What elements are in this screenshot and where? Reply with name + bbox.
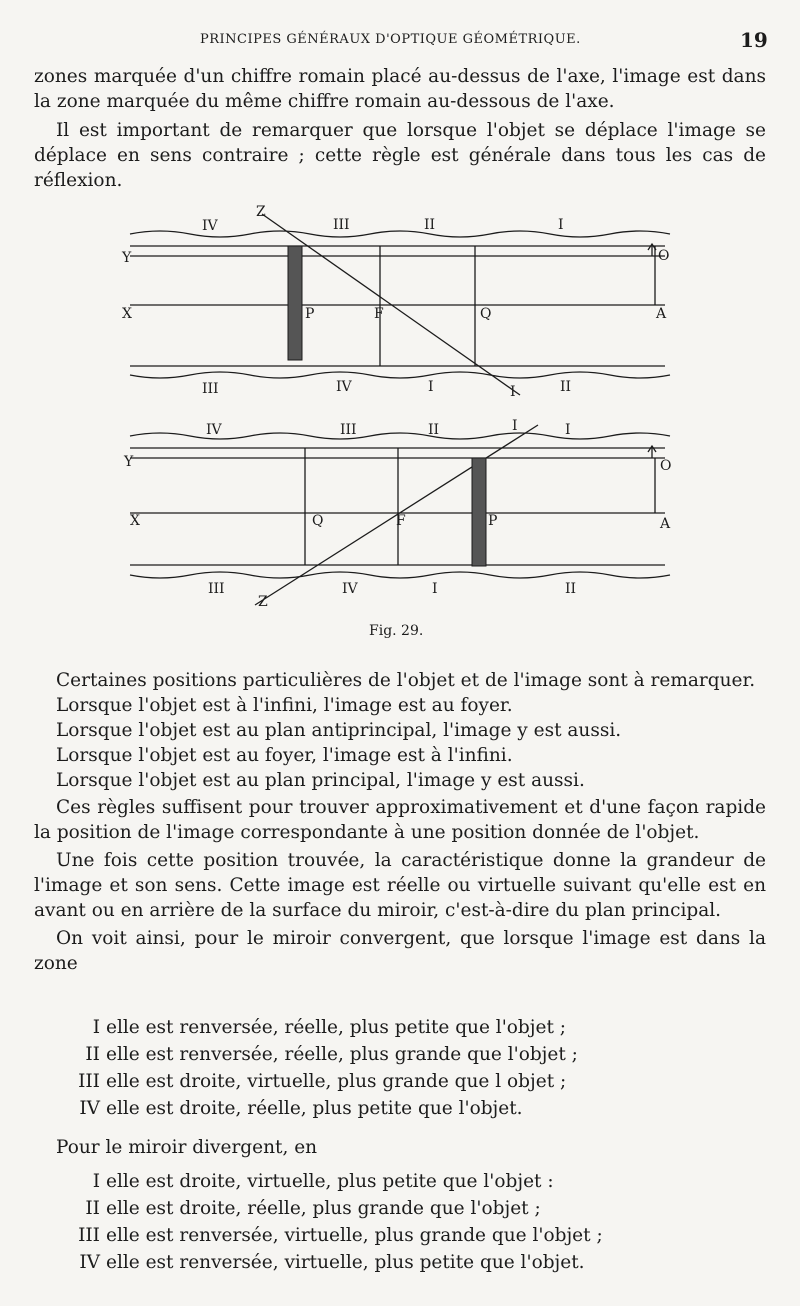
list-item-text: elle est renversée, virtuelle, plus grande que l'objet ; (106, 1225, 603, 1246)
list-item (66, 1168, 603, 1195)
zone-label: II (565, 581, 577, 597)
list-item-text: elle est droite, virtuelle, plus grande que l objet ; (106, 1071, 567, 1092)
paragraph: Certaines positions particulières de l'objet et de l'image sont à remarquer. (56, 670, 756, 691)
list-item (66, 1068, 578, 1095)
paragraph: zones marquée d'un chiffre romain placé au-dessus de l'axe, l'image est dans la zone marquée du même chiffre romain au-dessous de l'axe. (34, 66, 766, 112)
zone-label: II (424, 217, 436, 233)
list-item (66, 1095, 578, 1122)
zone-numeral: II (85, 1198, 100, 1219)
paragraph: Pour le miroir divergent, en (56, 1137, 318, 1158)
point-label-Z: Z (256, 204, 266, 220)
paragraph: Une fois cette position trouvée, la caractéristique donne la grandeur de l'image et son sens. Cette image est réelle ou virtuelle suivant qu'elle est en avant ou en arrière de la surface du miroir, c'est-à-dire du plan principal. (34, 850, 766, 921)
list-item (66, 1222, 603, 1249)
list-item (66, 1249, 603, 1276)
zone-numeral: IV (79, 1098, 100, 1119)
list-item-text: elle est droite, réelle, plus petite que l'objet. (106, 1098, 523, 1119)
list-item-text: elle est droite, virtuelle, plus petite que l'objet : (106, 1171, 554, 1192)
convergent-list (66, 1014, 578, 1122)
zone-label: III (202, 381, 219, 397)
point-label-P: P (305, 306, 315, 322)
zone-label: II (428, 422, 440, 438)
running-title: PRINCIPES GÉNÉRAUX D'OPTIQUE GÉOMÉTRIQUE. (200, 32, 581, 47)
positions-block (34, 668, 766, 976)
zone-numeral: III (78, 1225, 100, 1246)
zone-label: I (428, 379, 434, 395)
list-item: Lorsque l'objet est au plan antiprincipal, l'image y est aussi. (56, 720, 622, 741)
zone-label: IV (342, 581, 358, 597)
list-item (66, 1014, 578, 1041)
divergent-list (66, 1168, 603, 1276)
zone-numeral: IV (79, 1252, 100, 1273)
point-label-I: I (512, 418, 518, 434)
point-label-A: A (656, 306, 667, 322)
wavy-boundary (130, 372, 670, 378)
point-label-Y: Y (122, 250, 132, 266)
zone-numeral: II (85, 1044, 100, 1065)
zone-numeral: I (92, 1171, 100, 1192)
point-label-F: F (374, 306, 384, 322)
point-label-Z: Z (258, 594, 268, 610)
mirror-plate (288, 246, 302, 360)
mirror-plate (472, 458, 486, 566)
zone-label: III (333, 217, 350, 233)
zone-label: I (432, 581, 438, 597)
divergent-intro-block (34, 1135, 766, 1160)
paragraph: On voit ainsi, pour le miroir convergent, que lorsque l'image est dans la zone (34, 928, 766, 974)
wavy-boundary (130, 572, 670, 578)
zone-label: I (565, 422, 571, 438)
list-item: Lorsque l'objet est à l'infini, l'image est au foyer. (56, 695, 513, 716)
zone-label: IV (202, 218, 218, 234)
list-item-text: elle est renversée, réelle, plus petite que l'objet ; (106, 1017, 567, 1038)
paragraph: Ces règles suffisent pour trouver approximativement et d'une façon rapide la position de l'image correspondante à une position donnée de l'objet. (34, 797, 766, 843)
point-label-A: A (660, 516, 671, 532)
zone-label: IV (336, 379, 352, 395)
figure-caption: Fig. 29. (369, 623, 424, 639)
point-label-I: I (510, 384, 516, 400)
zone-label: I (558, 217, 564, 233)
list-item-text: elle est renversée, virtuelle, plus petite que l'objet. (106, 1252, 585, 1273)
zone-label: IV (206, 422, 222, 438)
point-label-P: P (488, 513, 498, 529)
point-label-O: O (660, 458, 672, 474)
list-item (66, 1041, 578, 1068)
list-item-text: elle est renversée, réelle, plus grande que l'objet ; (106, 1044, 578, 1065)
zone-numeral: III (78, 1071, 100, 1092)
zone-label: II (560, 379, 572, 395)
point-label-X: X (130, 513, 140, 529)
list-item (66, 1195, 603, 1222)
point-label-O: O (658, 248, 670, 264)
zone-label: III (340, 422, 357, 438)
zone-label: III (208, 581, 225, 597)
point-label-Q: Q (312, 513, 324, 529)
page-number: 19 (740, 28, 768, 52)
point-label-Y: Y (124, 454, 134, 470)
paragraph: Il est important de remarquer que lorsque l'objet se déplace l'image se déplace en sens contraire ; cette règle est générale dans tous les cas de réflexion. (34, 120, 766, 191)
list-item: Lorsque l'objet est au foyer, l'image est à l'infini. (56, 745, 513, 766)
list-item-text: elle est droite, réelle, plus grande que l'objet ; (106, 1198, 541, 1219)
point-label-F: F (396, 513, 406, 529)
zone-numeral: I (92, 1017, 100, 1038)
point-label-Q: Q (480, 306, 492, 322)
list-item: Lorsque l'objet est au plan principal, l'image y est aussi. (56, 770, 585, 791)
point-label-X: X (122, 306, 132, 322)
